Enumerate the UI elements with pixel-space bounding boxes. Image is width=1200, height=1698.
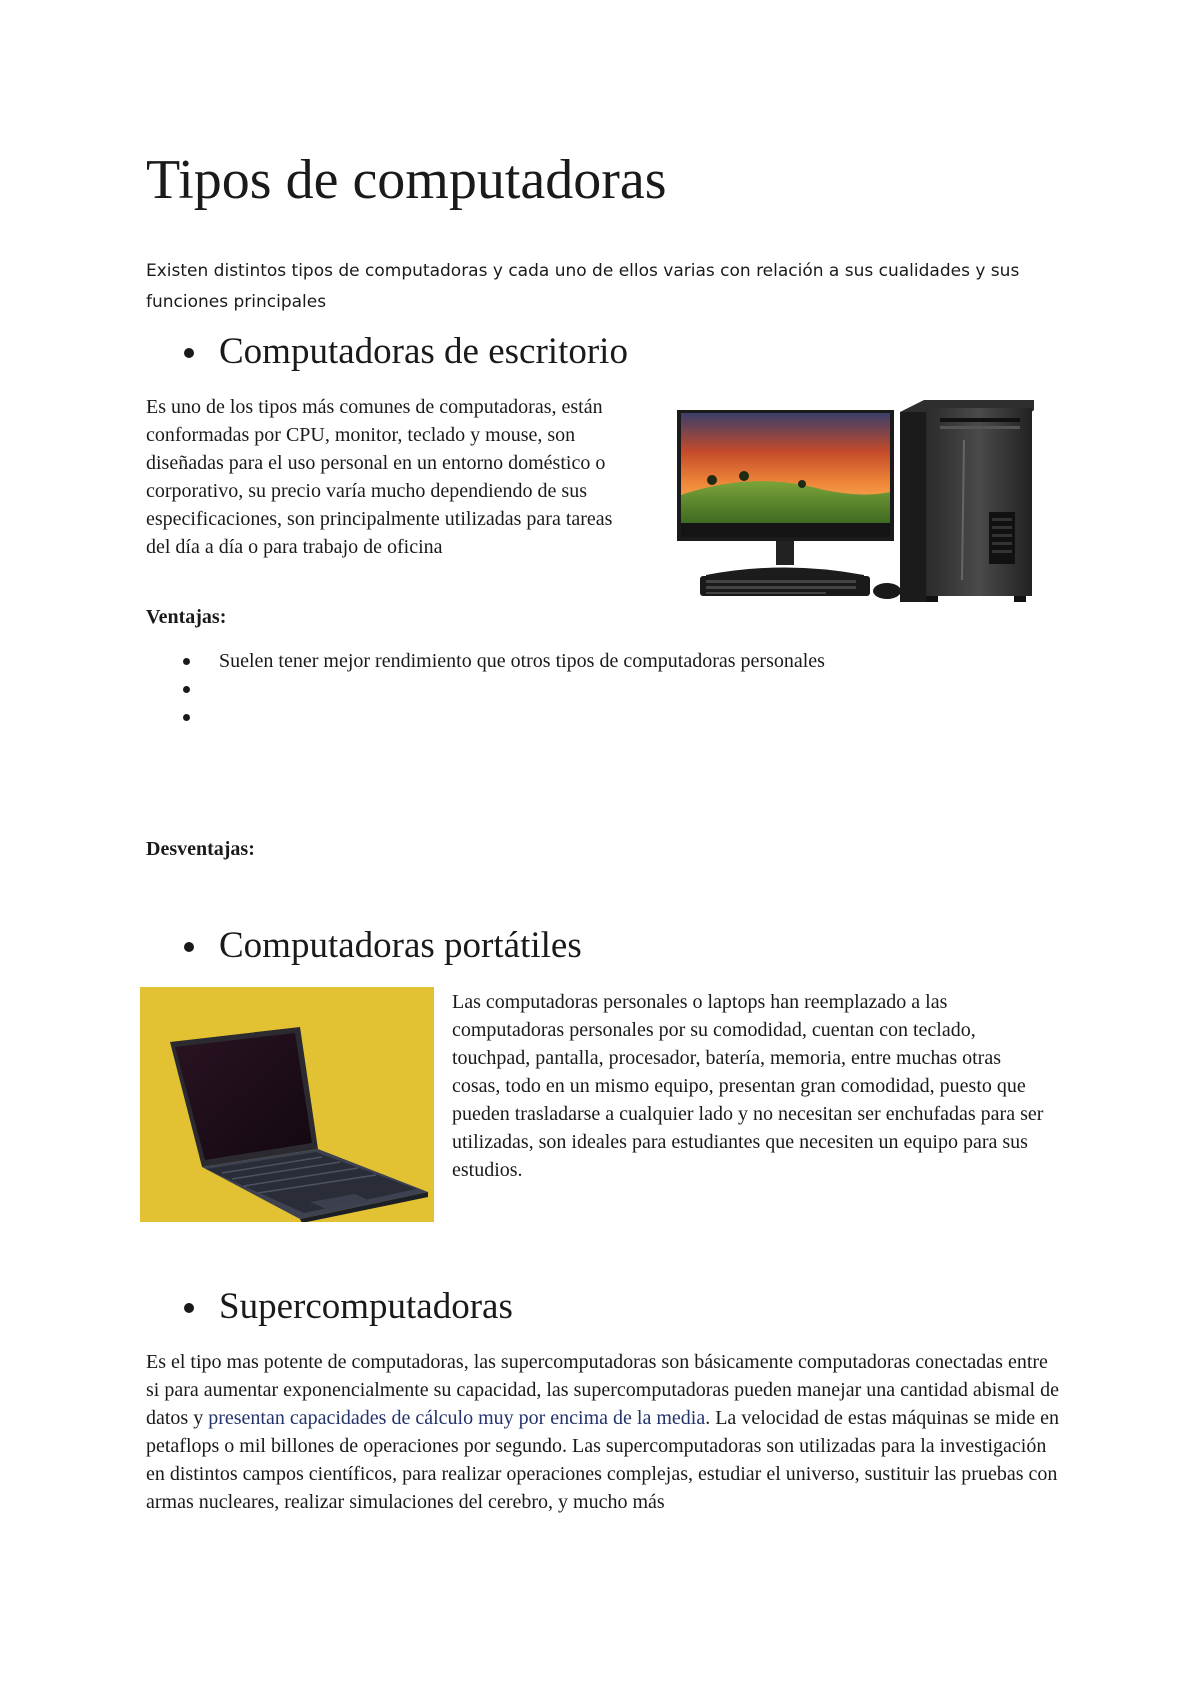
supercomputers-text-1: Es el tipo mas potente de computadoras, las supercomputadoras son básicamente computadoras conectadas entre si para aumentar exponencialmente su capacidad, las supercomputadoras pueden manejar una cantidad abismal de datos y xyxy=(146,1351,1059,1429)
bullet-icon xyxy=(184,1303,194,1313)
document-title: Tipos de computadoras xyxy=(146,149,667,211)
laptop-illustration xyxy=(140,987,434,1222)
advantage-item xyxy=(219,647,825,675)
laptop-image xyxy=(140,987,434,1222)
disadvantages-label: Desventajas: xyxy=(146,838,255,860)
laptop-paragraph: Las computadoras personales o laptops han reemplazado a las computadoras personales por su comodidad, cuentan con teclado, touchpad, pantalla, procesador, batería, memoria, entre muchas otras cosas, todo en un mismo equipo, presentan gran comodidad, puesto que pueden trasladarse a cualquier lado y no necesitan ser enchufadas para ser utilizadas, son ideales para estudiantes que necesiten un equipo para sus estudios. xyxy=(452,991,1044,1181)
bullet-icon xyxy=(183,658,190,665)
supercomputers-paragraph xyxy=(146,1348,1066,1516)
supercomputers-highlight: presentan capacidades de cálculo muy por encima de la media xyxy=(208,1407,706,1429)
heading-supercomputers xyxy=(219,1285,513,1329)
advantages-label: Ventajas: xyxy=(146,606,227,628)
desktop-paragraph: Es uno de los tipos más comunes de computadoras, están conformadas por CPU, monitor, teclado y mouse, son diseñadas para el uso personal en un entorno doméstico o corporativo, su precio varía mucho dependiendo de sus especificaciones, son principalmente utilizadas para tareas del día a día o para trabajo de oficina xyxy=(146,396,613,558)
heading-desktop xyxy=(219,330,628,374)
heading-supercomputers-text: Supercomputadoras xyxy=(219,1286,513,1327)
bullet-icon xyxy=(184,942,194,952)
desktop-computer-image xyxy=(674,400,1034,605)
bullet-icon xyxy=(183,714,190,721)
desktop-computer-illustration xyxy=(674,400,1034,605)
supercomputers-text-2: . La velocidad de estas máquinas se mide en petaflops o mil billones de operaciones por segundo. Las supercomputadoras son utilizadas para la investigación en distintos campos científicos, para realizar operaciones complejas, estudiar el universo, sustituir las pruebas con armas nucleares, realizar simulaciones del cerebro, y mucho más xyxy=(146,1407,1059,1513)
bullet-icon xyxy=(184,348,194,358)
heading-laptops xyxy=(219,924,582,968)
bullet-icon xyxy=(183,686,190,693)
heading-desktop-text: Computadoras de escritorio xyxy=(219,331,628,372)
heading-laptops-text: Computadoras portátiles xyxy=(219,925,582,966)
advantage-item-text: Suelen tener mejor rendimiento que otros tipos de computadoras personales xyxy=(219,650,825,672)
intro-paragraph: Existen distintos tipos de computadoras y cada uno de ellos varias con relación a sus cualidades y sus funciones principales xyxy=(146,261,1020,312)
